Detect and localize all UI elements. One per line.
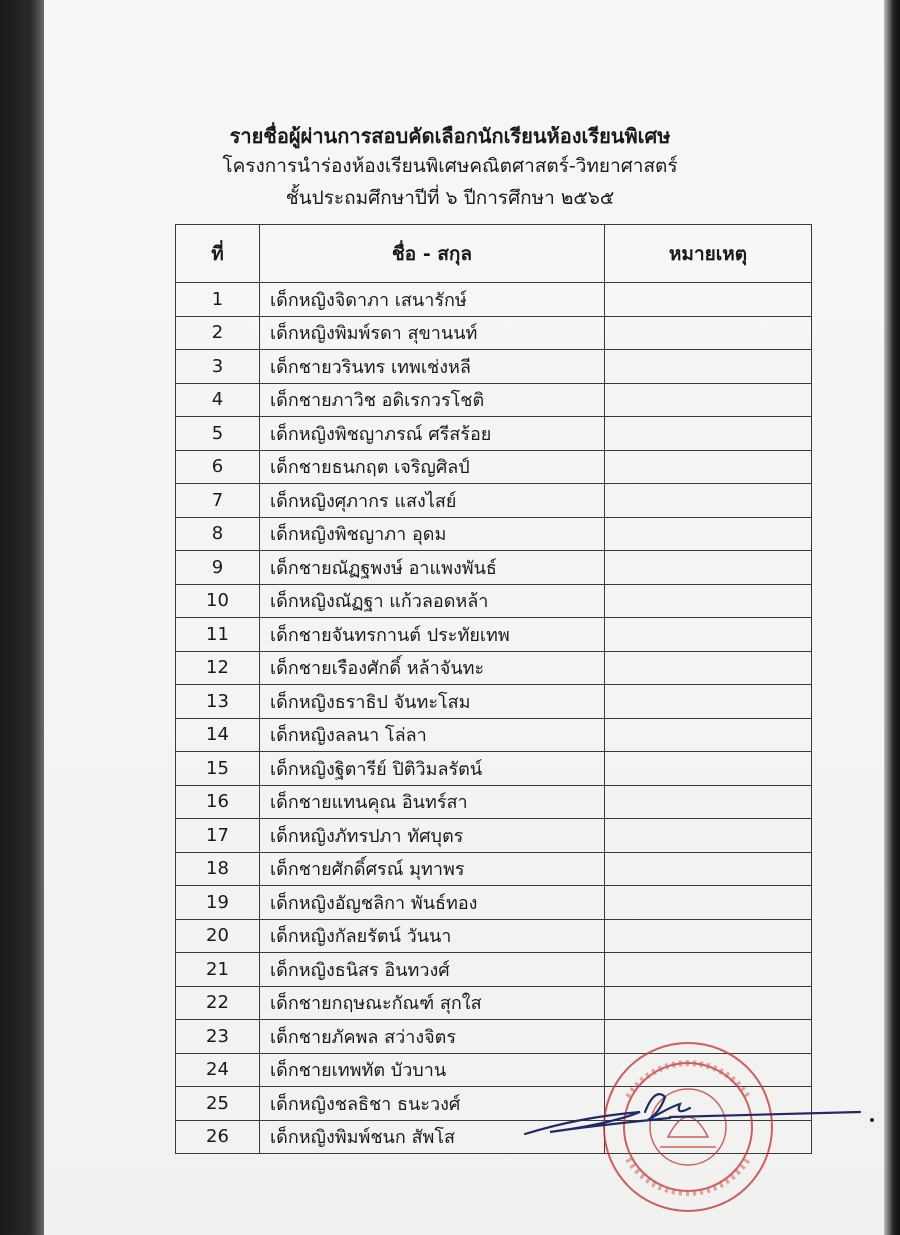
row-number: 25 [176, 1087, 260, 1121]
row-number: 20 [176, 919, 260, 953]
grade-year-line: ชั้นประถมศึกษาปีที่ ๖ ปีการศึกษา ๒๕๖๕ [285, 187, 615, 209]
table-row [176, 450, 812, 484]
row-number: 23 [176, 1020, 260, 1054]
student-list-table [175, 224, 812, 1154]
table-row [176, 651, 812, 685]
student-name: เด็กหญิงธนิสร อินทวงศ์ [260, 953, 605, 987]
student-name: เด็กหญิงกัลยรัตน์ วันนา [260, 919, 605, 953]
student-name: เด็กชายเทพทัต บัวบาน [260, 1053, 605, 1087]
student-name: เด็กหญิงธราธิป จันทะโสม [260, 685, 605, 719]
student-name: เด็กชายกฤษณะกัณฑ์ สุกใส [260, 986, 605, 1020]
row-number: 8 [176, 517, 260, 551]
student-name: เด็กหญิงศุภากร แสงไสย์ [260, 484, 605, 518]
row-number: 3 [176, 350, 260, 384]
table-row [176, 383, 812, 417]
table-header-row [176, 225, 812, 283]
project-subtitle: โครงการนำร่องห้องเรียนพิเศษคณิตศาสตร์-วิทยาศาสตร์ [222, 155, 678, 177]
row-number: 16 [176, 785, 260, 819]
row-number: 22 [176, 986, 260, 1020]
table-row [176, 517, 812, 551]
row-number: 26 [176, 1120, 260, 1154]
student-name: เด็กชายภาวิช อดิเรกวรโชติ [260, 383, 605, 417]
table-row [176, 350, 812, 384]
row-note [605, 283, 812, 317]
row-number: 5 [176, 417, 260, 451]
row-note [605, 953, 812, 987]
student-name: เด็กชายจันทรกานต์ ประทัยเทพ [260, 618, 605, 652]
table-row [176, 618, 812, 652]
row-number: 11 [176, 618, 260, 652]
table-row [176, 953, 812, 987]
student-name: เด็กหญิงพิมพ์ชนก สัพโส [260, 1120, 605, 1154]
row-note [605, 383, 812, 417]
student-name: เด็กชายภัคพล สว่างจิตร [260, 1020, 605, 1054]
student-name: เด็กหญิงพิชญาภา อุดม [260, 517, 605, 551]
header-number: ที่ [176, 225, 260, 283]
row-note [605, 517, 812, 551]
row-note [605, 551, 812, 585]
row-number: 15 [176, 752, 260, 786]
row-note [605, 651, 812, 685]
student-name: เด็กชายเรืองศักดิ์ หล้าจันทะ [260, 651, 605, 685]
row-note [605, 785, 812, 819]
student-name: เด็กชายศักดิ์ศรณ์ มุทาพร [260, 852, 605, 886]
row-number: 6 [176, 450, 260, 484]
table-row [176, 417, 812, 451]
document-title: รายชื่อผู้ผ่านการสอบคัดเลือกนักเรียนห้องเรียนพิเศษ [229, 124, 671, 148]
student-name: เด็กหญิงชลธิชา ธนะวงศ์ [260, 1087, 605, 1121]
row-number: 7 [176, 484, 260, 518]
header-note: หมายเหตุ [605, 225, 812, 283]
student-name: เด็กชายวรินทร เทพเช่งหลี [260, 350, 605, 384]
row-note [605, 886, 812, 920]
student-name: เด็กชายแทนคุณ อินทร์สา [260, 785, 605, 819]
row-number: 21 [176, 953, 260, 987]
table-row [176, 785, 812, 819]
row-note [605, 685, 812, 719]
row-number: 1 [176, 283, 260, 317]
table-row [176, 718, 812, 752]
row-note [605, 919, 812, 953]
table-row [176, 986, 812, 1020]
row-note [605, 752, 812, 786]
table-row [176, 752, 812, 786]
student-name: เด็กหญิงภัทรปภา ทัศบุตร [260, 819, 605, 853]
table-row [176, 316, 812, 350]
table-row [176, 919, 812, 953]
row-number: 12 [176, 651, 260, 685]
row-note [605, 718, 812, 752]
row-number: 13 [176, 685, 260, 719]
row-note [605, 350, 812, 384]
signature [520, 1082, 870, 1142]
row-number: 4 [176, 383, 260, 417]
row-number: 10 [176, 584, 260, 618]
student-name: เด็กหญิงพิชญาภรณ์ ศรีสร้อย [260, 417, 605, 451]
row-number: 18 [176, 852, 260, 886]
table-row [176, 819, 812, 853]
row-number: 14 [176, 718, 260, 752]
table-row [176, 283, 812, 317]
ink-dot [870, 1118, 874, 1122]
student-name: เด็กหญิงพิมพ์รดา สุขานนท์ [260, 316, 605, 350]
student-name: เด็กหญิงจิดาภา เสนารักษ์ [260, 283, 605, 317]
header-name: ชื่อ - สกุล [260, 225, 605, 283]
row-note [605, 417, 812, 451]
table-row [176, 484, 812, 518]
table-row [176, 584, 812, 618]
row-note [605, 819, 812, 853]
row-note [605, 852, 812, 886]
row-note [605, 450, 812, 484]
table-row [176, 852, 812, 886]
row-note [605, 618, 812, 652]
table-row [176, 551, 812, 585]
row-number: 9 [176, 551, 260, 585]
student-name: เด็กหญิงลลนา โล่ลา [260, 718, 605, 752]
row-number: 2 [176, 316, 260, 350]
student-name: เด็กหญิงฐิตารีย์ ปิติวิมลรัตน์ [260, 752, 605, 786]
student-name: เด็กชายธนกฤต เจริญศิลป์ [260, 450, 605, 484]
row-note [605, 316, 812, 350]
row-note [605, 484, 812, 518]
row-number: 24 [176, 1053, 260, 1087]
student-name: เด็กหญิงอัญชลิกา พันธ์ทอง [260, 886, 605, 920]
row-note [605, 986, 812, 1020]
student-name: เด็กหญิงณัฏฐา แก้วลอดหล้า [260, 584, 605, 618]
table-row [176, 685, 812, 719]
student-name: เด็กชายณัฏฐพงษ์ อาแพงพันธ์ [260, 551, 605, 585]
row-note [605, 584, 812, 618]
row-number: 19 [176, 886, 260, 920]
table-row [176, 886, 812, 920]
row-number: 17 [176, 819, 260, 853]
